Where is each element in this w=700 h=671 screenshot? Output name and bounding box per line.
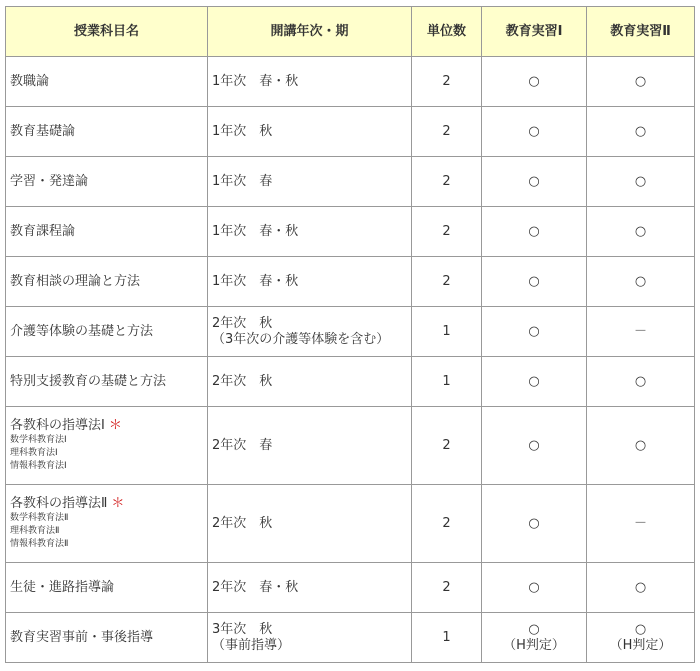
curriculum-table bbox=[5, 6, 695, 663]
practicum-1-mark: ○ bbox=[482, 563, 587, 613]
course-name: 教育課程論 bbox=[6, 207, 208, 257]
course-credits: 2 bbox=[412, 485, 482, 563]
course-term bbox=[208, 107, 412, 157]
course-name-cell bbox=[6, 407, 208, 485]
term-line: 2年次 秋 bbox=[212, 373, 273, 389]
course-name: 各教科の指導法Ⅱ bbox=[10, 496, 108, 511]
practicum-1-mark: ○ bbox=[482, 157, 587, 207]
practicum-1-mark: ○ bbox=[482, 407, 587, 485]
header-practicum-1: 教育実習Ⅰ bbox=[482, 7, 587, 57]
course-credits: 1 bbox=[412, 357, 482, 407]
term-line: 1年次 秋 bbox=[212, 123, 273, 139]
table-row bbox=[6, 57, 695, 107]
asterisk-mark: ＊ bbox=[108, 418, 122, 433]
table-row bbox=[6, 307, 695, 357]
practicum-1-mark: ○ bbox=[482, 57, 587, 107]
table-row bbox=[6, 157, 695, 207]
course-term bbox=[208, 307, 412, 357]
term-line: 3年次 秋 bbox=[212, 621, 273, 637]
practicum-2-mark: ○ bbox=[587, 157, 695, 207]
term-line: 1年次 春・秋 bbox=[212, 223, 299, 239]
table-row bbox=[6, 563, 695, 613]
practicum-1-mark: ○ bbox=[482, 107, 587, 157]
course-term bbox=[208, 207, 412, 257]
course-credits: 2 bbox=[412, 207, 482, 257]
course-name: 特別支援教育の基礎と方法 bbox=[6, 357, 208, 407]
header-practicum-2: 教育実習Ⅱ bbox=[587, 7, 695, 57]
course-term bbox=[208, 57, 412, 107]
term-line: 2年次 春・秋 bbox=[212, 579, 299, 595]
course-credits: 2 bbox=[412, 157, 482, 207]
course-credits: 2 bbox=[412, 407, 482, 485]
sub-course: 数学科教育法Ⅰ bbox=[10, 435, 67, 445]
header-term: 開講年次・期 bbox=[208, 7, 412, 57]
practicum-2-cell bbox=[587, 613, 695, 663]
table-row bbox=[6, 407, 695, 485]
practicum-2-mark: ○ bbox=[587, 357, 695, 407]
table-row bbox=[6, 257, 695, 307]
practicum-1-note: （H判定） bbox=[503, 637, 565, 653]
course-name: 教育基礎論 bbox=[6, 107, 208, 157]
header-credits: 単位数 bbox=[412, 7, 482, 57]
course-name: 各教科の指導法Ⅰ bbox=[10, 418, 105, 433]
practicum-2-mark: ○ bbox=[587, 207, 695, 257]
table-row bbox=[6, 107, 695, 157]
practicum-2-mark: － bbox=[587, 485, 695, 563]
practicum-2-mark: ○ bbox=[634, 621, 647, 637]
practicum-2-mark: － bbox=[587, 307, 695, 357]
term-line: 2年次 秋 bbox=[212, 515, 273, 531]
course-name: 生徒・進路指導論 bbox=[6, 563, 208, 613]
practicum-2-mark: ○ bbox=[587, 57, 695, 107]
asterisk-mark: ＊ bbox=[111, 496, 125, 511]
course-name: 教育実習事前・事後指導 bbox=[6, 613, 208, 663]
course-term bbox=[208, 613, 412, 663]
practicum-2-mark: ○ bbox=[587, 407, 695, 485]
term-line: 1年次 春・秋 bbox=[212, 73, 299, 89]
term-note: （事前指導） bbox=[212, 637, 291, 653]
sub-course: 数学科教育法Ⅱ bbox=[10, 513, 69, 523]
term-line: 2年次 春 bbox=[212, 437, 273, 453]
term-note: （3年次の介護等体験を含む） bbox=[212, 331, 390, 347]
practicum-1-mark: ○ bbox=[528, 621, 540, 637]
term-line: 1年次 春・秋 bbox=[212, 273, 299, 289]
course-term bbox=[208, 407, 412, 485]
course-credits: 1 bbox=[412, 613, 482, 663]
practicum-2-note: （H判定） bbox=[609, 637, 672, 653]
practicum-1-mark: ○ bbox=[482, 307, 587, 357]
practicum-2-mark: ○ bbox=[587, 563, 695, 613]
course-name: 教育相談の理論と方法 bbox=[6, 257, 208, 307]
course-credits: 2 bbox=[412, 563, 482, 613]
course-term bbox=[208, 485, 412, 563]
course-credits: 1 bbox=[412, 307, 482, 357]
term-line: 2年次 秋 bbox=[212, 315, 273, 331]
course-term bbox=[208, 357, 412, 407]
header-row bbox=[6, 7, 695, 57]
practicum-1-mark: ○ bbox=[482, 257, 587, 307]
course-name: 学習・発達論 bbox=[6, 157, 208, 207]
sub-course: 理科教育法Ⅱ bbox=[10, 526, 60, 536]
header-course-name: 授業科目名 bbox=[6, 7, 208, 57]
sub-course: 情報科教育法Ⅰ bbox=[10, 461, 67, 471]
practicum-1-mark: ○ bbox=[482, 485, 587, 563]
course-credits: 2 bbox=[412, 257, 482, 307]
course-term bbox=[208, 157, 412, 207]
practicum-2-mark: ○ bbox=[587, 107, 695, 157]
practicum-1-mark: ○ bbox=[482, 357, 587, 407]
practicum-1-mark: ○ bbox=[482, 207, 587, 257]
table-row bbox=[6, 357, 695, 407]
practicum-1-cell bbox=[482, 613, 587, 663]
course-credits: 2 bbox=[412, 107, 482, 157]
course-name: 介護等体験の基礎と方法 bbox=[6, 307, 208, 357]
sub-course: 情報科教育法Ⅱ bbox=[10, 539, 69, 549]
practicum-2-mark: ○ bbox=[587, 257, 695, 307]
course-name-cell bbox=[6, 485, 208, 563]
table-row bbox=[6, 613, 695, 663]
course-term bbox=[208, 257, 412, 307]
table-row bbox=[6, 207, 695, 257]
term-line: 1年次 春 bbox=[212, 173, 273, 189]
table-row bbox=[6, 485, 695, 563]
course-term bbox=[208, 563, 412, 613]
course-credits: 2 bbox=[412, 57, 482, 107]
sub-course: 理科教育法Ⅰ bbox=[10, 448, 58, 458]
course-name: 教職論 bbox=[6, 57, 208, 107]
